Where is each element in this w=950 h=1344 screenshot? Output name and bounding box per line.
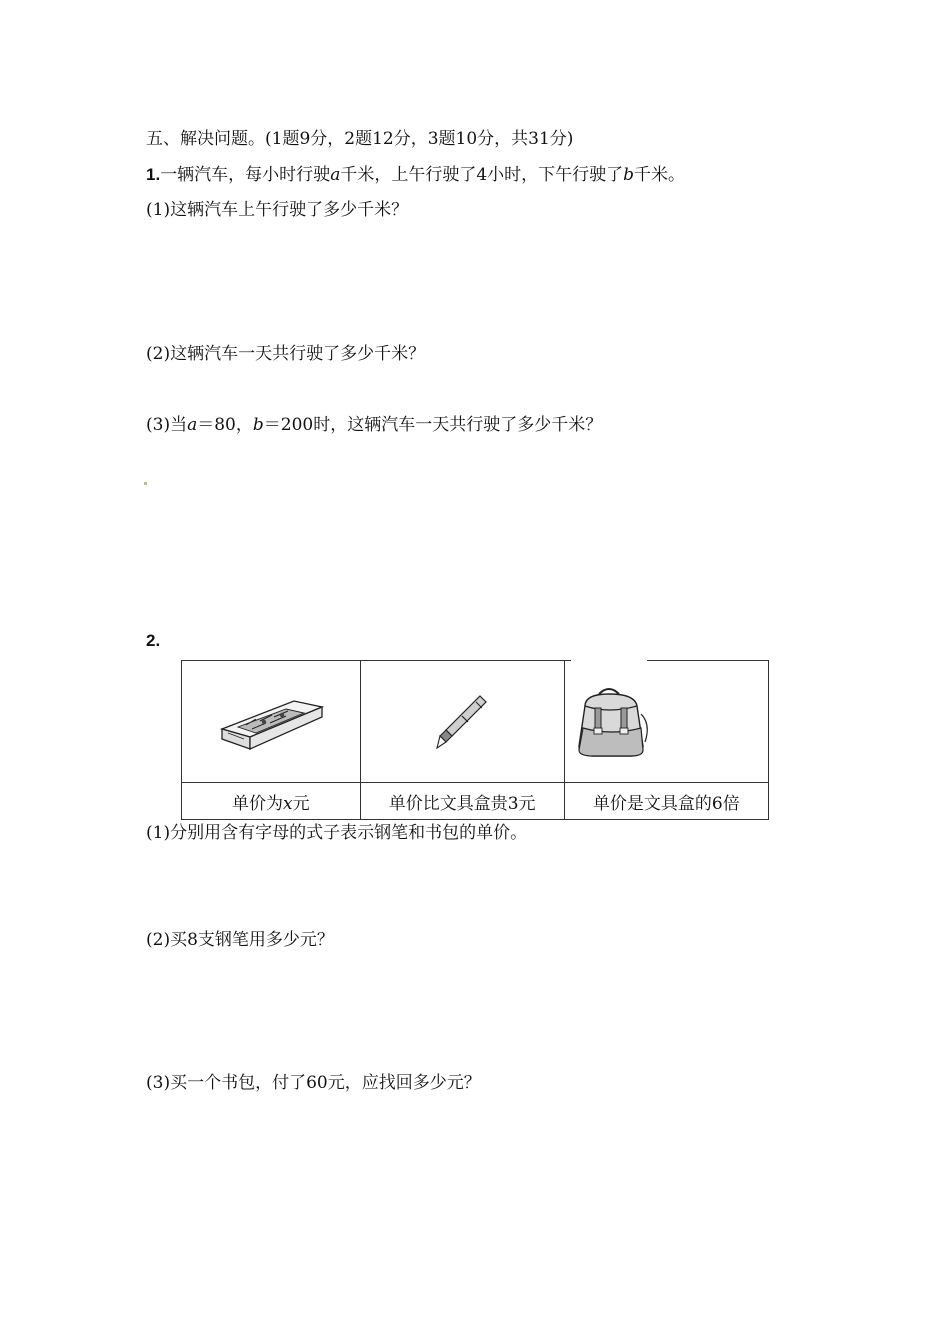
variable-b: b: [252, 415, 264, 435]
label-text: 单价为: [231, 793, 283, 814]
stationery-table: [181, 660, 769, 820]
question-1-part-1: (1)这辆汽车上午行驶了多少千米？: [146, 200, 409, 220]
label-text: 元: [292, 793, 310, 814]
pencil-case-icon: [216, 689, 326, 755]
variable-x: x: [282, 793, 293, 814]
question-1-part-2: (2)这辆汽车一天共行驶了多少千米？: [146, 344, 426, 364]
section-title: 五、解决问题。(1题9分，2题12分，3题10分，共31分): [146, 129, 574, 149]
question-2-part-2: (2)买8支钢笔用多少元？: [146, 930, 334, 950]
part-text: ＝200时，这辆汽车一天共行驶了多少千米？: [263, 415, 603, 435]
stray-mark: [144, 482, 147, 485]
border-gap: [571, 659, 647, 663]
pencil-case-cell: [182, 661, 361, 783]
part-text: (3)当: [146, 415, 188, 435]
backpack-icon: [571, 684, 651, 760]
stem-text: 千米，上午行驶了4小时，下午行驶了: [340, 165, 624, 185]
backpack-price-label: 单价是文具盒的6倍: [564, 783, 768, 820]
pencil-case-price-label: [182, 783, 361, 820]
stem-text: 一辆汽车，每小时行驶: [160, 165, 331, 185]
question-1-part-3: [146, 414, 602, 436]
question-1-number: 1.: [146, 165, 161, 184]
part-text: ＝80，: [197, 415, 253, 435]
variable-a: a: [330, 165, 341, 185]
variable-a: a: [187, 415, 198, 435]
fountain-pen-icon: [432, 692, 492, 752]
fountain-pen-cell: [360, 661, 564, 783]
question-2-number: 2.: [146, 631, 161, 650]
backpack-cell: [564, 661, 768, 783]
question-2-part-3: (3)买一个书包，付了60元，应找回多少元？: [146, 1073, 481, 1093]
variable-b: b: [623, 165, 635, 185]
question-1-stem: [146, 164, 685, 186]
question-2-part-1: (1)分别用含有字母的式子表示钢笔和书包的单价。: [146, 823, 528, 843]
stem-text: 千米。: [634, 165, 686, 185]
pen-price-label: 单价比文具盒贵3元: [360, 783, 564, 820]
